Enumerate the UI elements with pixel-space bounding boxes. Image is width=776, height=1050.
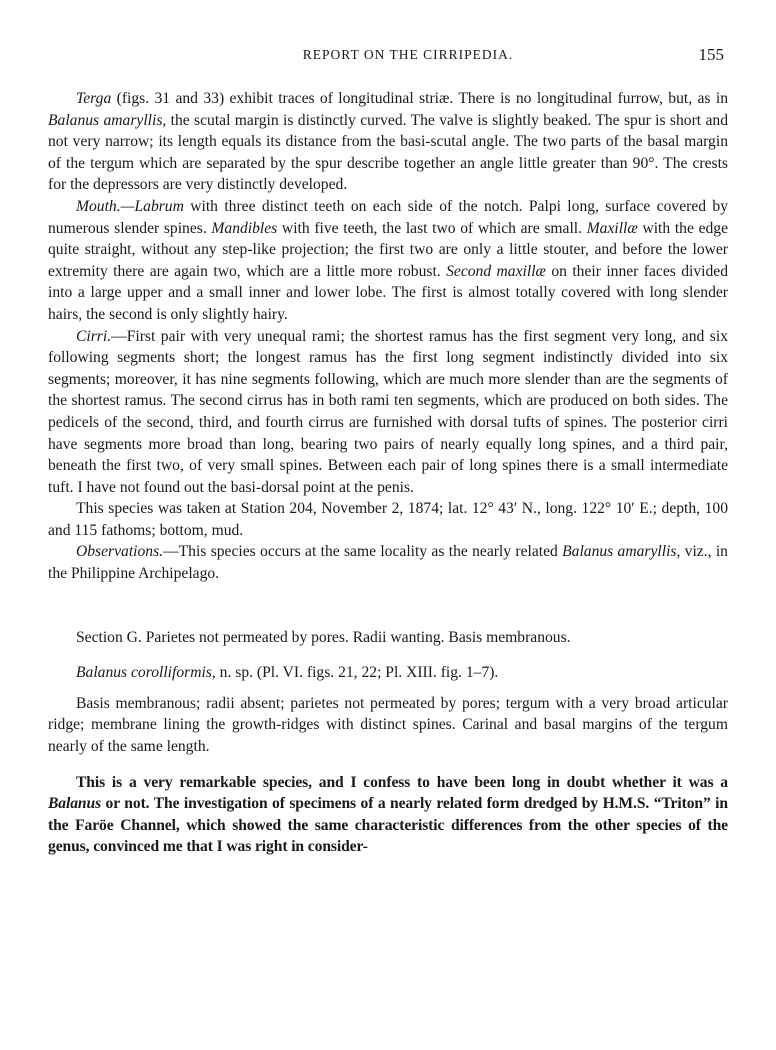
mouth-paragraph (48, 196, 728, 326)
body-text (48, 88, 728, 858)
terga-term: Terga (76, 90, 112, 107)
observations-term: Observations. (76, 543, 164, 561)
mouth-text-4: on their inner faces divided into a large upper and a small inner and lower lobe. The first is almost totally covered with long slender hairs, the second is only slightly hairy. (48, 262, 728, 323)
second-maxillae-term: Second maxillæ (446, 262, 546, 280)
station-paragraph: This species was taken at Station 204, November 2, 1874; lat. 12° 43′ N., long. 122° 10′ E.; depth, 100 and 115 fathoms; bottom, mud. (48, 500, 728, 539)
cirri-paragraph (48, 326, 728, 499)
diagnosis-paragraph: Basis membranous; radii absent; parietes not permeated by pores; tergum with a very broad articular ridge; membrane lining the growth-ridges with distinct spines. Carinal and basal margins of the tergum nearly of the same length. (48, 694, 728, 756)
terga-text-2: , the scutal margin is distinctly curved. The valve is slightly beaked. The spur is short and not very narrow; its length equals its distance from the basi-scutal angle. The two parts of the basal margin of the tergum which are separated by the spur describe together an angle little greater than 90°. The crests for the depressors are very distinctly developed. (48, 111, 728, 194)
species-name: Balanus corolliformis (76, 664, 212, 682)
species-title (48, 662, 728, 684)
running-title: REPORT ON THE CIRRIPEDIA. (302, 47, 514, 62)
discussion-paragraph (48, 772, 728, 858)
heading-spacer (48, 648, 728, 662)
page-header (48, 47, 728, 69)
discussion-text-1: This is a very remarkable species, and I confess to have been long in doubt whether it was a (76, 773, 728, 791)
terga-species-ref: Balanus amaryllis (48, 111, 163, 129)
page-number: 155 (698, 45, 724, 64)
discussion-genus-ref: Balanus (48, 795, 102, 813)
discussion-text-2: or not. The investigation of specimens of a nearly related form dredged by H.M.S. “Triton” in the Faröe Channel, which showed the same characteristic differences from the other species of the genus, convinced me that I was right in consider- (48, 795, 728, 856)
observations-text-1: —This species occurs at the same locality as the nearly related (163, 543, 563, 561)
cirri-term: Cirri. (76, 327, 112, 345)
terga-paragraph (48, 88, 728, 196)
observations-species-ref: Balanus amaryllis (562, 543, 677, 561)
mouth-term: Mouth.—Labrum (76, 197, 184, 215)
observations-text-2: , viz., in the Philippine Archipelago. (48, 543, 728, 583)
species-spacer (48, 684, 728, 693)
mandibles-term: Mandibles (211, 219, 278, 237)
observations-paragraph (48, 541, 728, 584)
mouth-text-3: with the edge quite straight, without any step-like projection; the first two are only a little stouter, and before the lower extremity there are again two, which are a little more robust. (48, 219, 729, 280)
mouth-text-2: with five teeth, the last two of which are small. (277, 219, 587, 237)
maxillae-term: Maxillæ (586, 219, 638, 237)
section-spacer (48, 585, 728, 627)
section-g-heading: Section G. Parietes not permeated by pores. Radii wanting. Basis membranous. (76, 628, 571, 646)
species-reference: , n. sp. (Pl. VI. figs. 21, 22; Pl. XIII. fig. 1–7). (211, 664, 499, 682)
terga-text-1: (figs. 31 and 33) exhibit traces of longitudinal striæ. There is no longitudinal furrow, but, as in (111, 90, 728, 107)
diagnosis-spacer (48, 758, 728, 772)
mouth-text-1: with three distinct teeth on each side of the notch. Palpi long, surface covered by numerous slender spines. (48, 197, 728, 237)
cirri-text: —First pair with very unequal rami; the shortest ramus has the first segment very long, and six following segments short; the longest ramus has the first long segment indistinctly divided into six segments; moreover, it has nine segments following, which are much more slender than are the segments of the shortest ramus. The second cirrus has in both rami ten segments, which are produced on both sides. The pedicels of the second, third, and fourth cirrus are furnished with dorsal tufts of spines. The posterior cirri have segments more broad than long, bearing two pairs of nearly equally long spines, and a third pair, beneath the first two, of very small spines. Between each pair of long spines there is a small intermediate tuft. I have not found out the basi-dorsal point at the penis. (48, 327, 728, 496)
